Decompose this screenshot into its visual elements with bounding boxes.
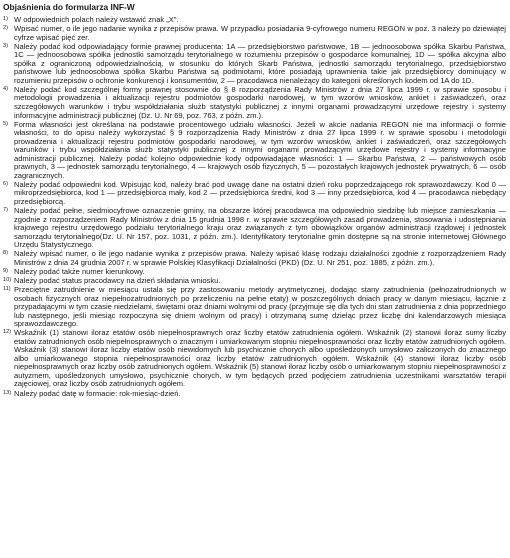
footnote-number: 5) <box>3 120 8 127</box>
footnote-text: Wskaźnik (1) stanowi iloraz etatów osób niepełnosprawnych oraz liczby etatów zatrudnienia ogółem. Wskaźnik (2) stanowi iloraz sumy liczby etatów zatrudnionych osób niepełnosprawnych o znacznym i umiarkowanym stopniu niepełnosprawności oraz liczby etatów zatrudnionych ogółem. Wskaźnik (3) stanowi iloraz liczby etatów osób niewidomych lub psychicznie chorych albo upośledzonych umysłowo zaliczonych do znacznego albo umiarkowanego stopnia niepełnosprawności oraz liczby etatów zatrudnionych ogółem. Wskaźnik (4) stanowi iloraz liczby osób niepełnosprawnych oraz liczby osób zatrudnionych ogółem. Wskaźnik (5) stanowi iloraz liczby osób o umiarkowanym stopniu niepełnosprawności z autyzmem, upośledzonych umysłowo, psychicznie chorych, w tym będących przed podjęciem zatrudnienia uczestnikami warsztatów terapii zajęciowej, oraz liczby osób zatrudnionych ogółem. <box>14 328 506 389</box>
footnote-number: 1) <box>3 16 8 22</box>
footnotes-list <box>3 16 506 398</box>
footnote-text: Należy podać datę w formacie: rok-miesiąc-dzień. <box>14 388 181 398</box>
footnote-text: Należy podać status pracodawcy na dzień składania wniosku. <box>14 275 221 285</box>
footnote-text: Należy wpisać numer, o ile jego nadanie wynika z przepisów prawa. Należy wpisać klasę rodzaju działalności zgodnie z rozporządzeniem Rady Ministrów z dnia 24 grudnia 2007 r. w sprawie Polskiej Klasyfikacji Działalności (PKD) (Dz. U. Nr 251, poz. 1885, z późn. zm.). <box>14 249 506 267</box>
footnote-number: 7) <box>3 207 8 214</box>
footnote-item <box>3 390 506 399</box>
footnote-text: Należy podać kod odpowiadający formie prawnej producenta: 1A — przedsiębiorstwo państwowe, 1B — jednoosobowa spółka Skarbu Państwa, 1C — jednoosobowa spółka jednostki samorządu terytorialnego w rozumieniu przepisów o gospodarce komunalnej, 1D — spółka akcyjna albo spółka z ograniczoną odpowiedzialnością, w stosunku do których Skarb Państwa, jednostki samorządu terytorialnego, przedsiębiorstwo państwowe lub jednoosobowa spółka Skarbu Państwa są podmiotami, które posiadają uprawnienia takie jak przedsiębiorcy dominujący w rozumieniu przepisów o ochronie konkurencji i konsumentów, 2 — pracodawca nienależący do kategorii określonych kodem od 1A do 1D. <box>14 41 506 85</box>
footnote-text: Przeciętne zatrudnienie w miesiącu ustala się przy zastosowaniu metody arytmetycznej, dodając stany zatrudnienia (pełnozatrudnionych w osobach fizycznych oraz niepełnozatrudnionych po przeliczeniu na pełne etaty) w poszczególnych dniach pracy w danym miesiącu, łącznie z przypadającymi w tym czasie niedzielami, świętami oraz dniami wolnymi od pracy (przyjmuje się dla tych dni stan zatrudnienia z dnia poprzedniego lub następnego, jeśli miesiąc rozpoczyna się dniem wolnym od pracy) i otrzymaną sumę dzieląc przez liczbę dni kalendarzowych miesiąca sprawozdawczego. <box>14 284 506 329</box>
footnote-text: Należy podać także numer kierunkowy. <box>14 266 145 276</box>
footnote-item <box>3 43 506 86</box>
footnote-text: W odpowiednich polach należy wstawić znak „X”. <box>14 15 179 24</box>
footnote-item <box>3 329 506 389</box>
footnote-item <box>3 25 506 42</box>
footnote-number: 6) <box>3 180 8 187</box>
footnote-number: 4) <box>3 85 8 92</box>
footnote-item <box>3 207 506 250</box>
footnote-number: 11) <box>3 285 11 292</box>
footnote-number: 2) <box>3 25 8 32</box>
footnote-number: 10) <box>3 276 12 283</box>
footnote-item <box>3 250 506 267</box>
footnote-item <box>3 86 506 120</box>
footnote-item <box>3 181 506 207</box>
footnote-number: 9) <box>3 267 8 274</box>
footnote-item <box>3 286 506 329</box>
footnote-text: Należy podać odpowiedni kod. Wpisując kod, należy brać pod uwagę dane na ostatni dzień roku poprzedzającego rok sprawozdawczy. Kod 0 — mikroprzedsiębiorca, kod 1 — przedsiębiorca mały, kod 2 — przedsiębiorca średni, kod 3 — inny przedsiębiorca, kod 4 — pracodawca niebędący przedsiębiorcą. <box>14 179 506 206</box>
footnote-number: 3) <box>3 42 8 49</box>
footnote-number: 12) <box>3 329 12 336</box>
footnote-number: 8) <box>3 250 8 257</box>
page-title: Objaśnienia do formularza INF-W <box>3 2 135 12</box>
footnote-text: Należy podać kod szczególnej formy prawnej stosownie do § 8 rozporządzenia Rady Ministrów z dnia 27 lipca 1999 r. w sprawie sposobu i metodologii prowadzenia i aktualizacji rejestru podmiotów gospodarki narodowej, w tym wzorów wniosków, ankiet i zaświadczeń, oraz szczegółowych warunków i trybu współdziałania służb statystyki publicznej z innymi organami prowadzącymi urzędowe rejestry i systemy informacyjne administracji publicznej (Dz. U. Nr 69, poz. 763, z późn. zm.). <box>14 84 506 120</box>
footnote-text: Forma własności jest określana na podstawie procentowego udziału własności. Jeżeli w akcie nadania REGON nie ma informacji o formie własności, to do opisu należy wykorzystać § 9 rozporządzenia Rady Ministrów z dnia 27 lipca 1999 r. w sprawie sposobu i metodologii prowadzenia i aktualizacji rejestru podmiotów gospodarki narodowej, w tym wzorów wniosków, ankiet i zaświadczeń, oraz szczegółowych warunków i trybu współdziałania służb statystyki publicznej z innymi organami prowadzącymi urzędowe rejestry i systemy informacyjne administracji publicznej. Należy podać kolejno odpowiednie kody odpowiadające własności: 1 — Skarbu Państwa, 2 — państwowych osób prawnych, 3 — jednostek samorządu terytorialnego, 4 — krajowych osób fizycznych, 5 — pozostałych krajowych jednostek prywatnych, 6 — osób zagranicznych. <box>14 119 506 180</box>
footnote-text: Należy podać pełne, siedmiocyfrowe oznaczenie gminy, na obszarze której pracodawca ma odpowiednio siedzibę lub miejsce zamieszkania — zgodnie z rozporządzeniem Rady Ministrów z dnia 15 grudnia 1998 r. w sprawie szczegółowych zasad prowadzenia, stosowania i udostępniania krajowego rejestru urzędowego podziału terytorialnego kraju oraz związanych z tym obowiązków organów administracji rządowej i jednostek samorządu terytorialnego(Dz. U. Nr 157, poz. 1031, z późn. zm.). Identyfikatory terytorialne gmin dostępne są na stronie internetowej Głównego Urzędu Statystycznego. <box>14 206 506 250</box>
footnote-text: Wpisać numer, o ile jego nadanie wynika z przepisów prawa. W przypadku posiadania 9-cyfrowego numeru REGON w poz. 3 należy po dziewiątej cyfrze wpisać pięć zer. <box>14 24 506 42</box>
footnote-item <box>3 121 506 181</box>
footnote-number: 13) <box>3 389 12 396</box>
